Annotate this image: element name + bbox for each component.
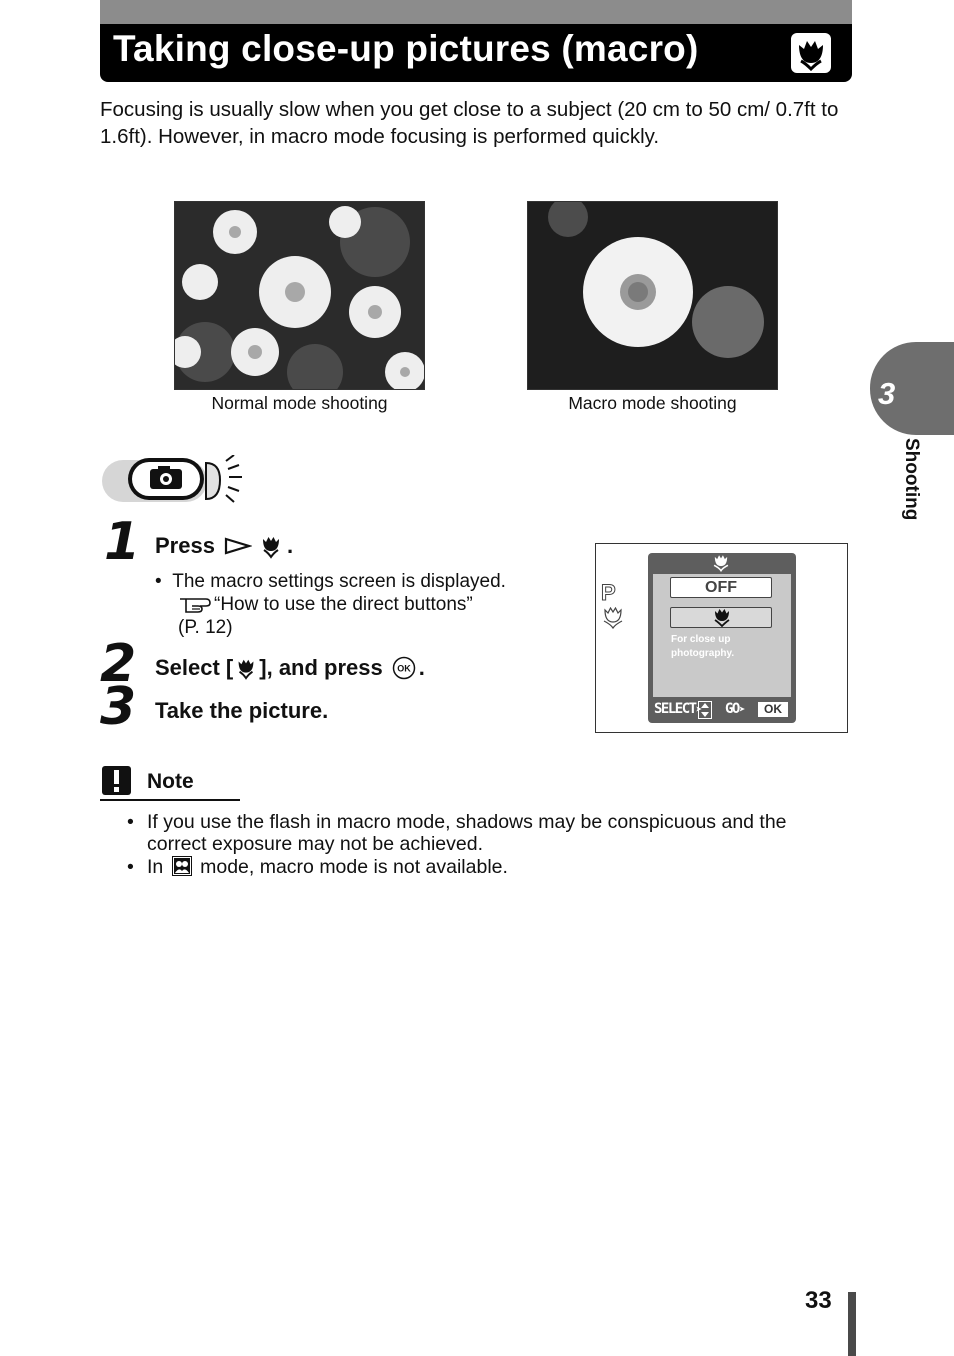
- camera-mode-dial-icon: [102, 455, 247, 512]
- lcd-ok-badge: OK: [758, 702, 788, 717]
- page-edge-bar: [848, 1292, 856, 1356]
- macro-off-option[interactable]: OFF: [670, 577, 772, 598]
- step-number-1: 1: [104, 512, 141, 572]
- macro-mode-photo: [527, 201, 778, 390]
- ok-button-icon: [392, 656, 416, 680]
- step-1-text: [155, 533, 293, 559]
- mode-p-indicator: P: [601, 580, 616, 605]
- step-1-note-1: • The macro settings screen is displayed.: [155, 571, 506, 592]
- portrait-mode-icon: [172, 856, 192, 881]
- macro-on-option[interactable]: [670, 607, 772, 628]
- macro-tulip-icon: [258, 533, 284, 559]
- reference-hand-icon: [178, 595, 214, 615]
- normal-mode-photo: [174, 201, 425, 390]
- macro-description: For close up photography.: [671, 634, 735, 659]
- step-number-2: 2: [100, 634, 137, 694]
- right-arrow-button-icon: [224, 536, 252, 556]
- step-1-notes: [155, 570, 506, 639]
- page-number: 33: [805, 1287, 832, 1314]
- title-top-band: [100, 0, 852, 24]
- note-list: [127, 811, 847, 882]
- note-exclamation-icon: [102, 766, 131, 795]
- svg-text:OK: OK: [397, 663, 411, 674]
- select-hint: SELECT➤: [654, 701, 701, 717]
- note-item-2: • In mode, macro mode is not available.: [127, 856, 847, 881]
- note-divider: [100, 799, 240, 801]
- chapter-label: Shooting: [901, 438, 922, 521]
- go-hint: GO➤: [725, 701, 744, 717]
- note-item-1: • If you use the flash in macro mode, shadows may be conspicuous and the correct exposure may not be achieved.: [127, 811, 847, 855]
- step-2-text: Select [ ], and press OK .: [155, 655, 425, 680]
- step-3-text: Take the picture.: [155, 698, 329, 723]
- intro-paragraph: Focusing is usually slow when you get close to a subject (20 cm to 50 cm/ 0.7ft to 1.6ft). However, in macro mode focusing is performed quickly.: [100, 98, 839, 148]
- macro-mode-caption: Macro mode shooting: [568, 393, 737, 413]
- normal-mode-caption: Normal mode shooting: [211, 393, 388, 413]
- step-1-period: .: [286, 533, 294, 558]
- page-title: Taking close-up pictures (macro): [113, 28, 699, 69]
- note-title: Note: [147, 770, 194, 793]
- step-1-label: Press: [155, 533, 215, 558]
- macro-outline-icon: [600, 607, 626, 634]
- macro-tulip-icon: [791, 33, 831, 73]
- step-number-3: 3: [100, 677, 137, 737]
- step-1-note-3: (P. 12): [178, 617, 233, 638]
- chapter-number: 3: [878, 376, 896, 411]
- step-1-note-2: “How to use the direct buttons”: [155, 593, 506, 616]
- up-down-arrows-icon: [698, 701, 712, 724]
- macro-tulip-icon: [234, 655, 258, 681]
